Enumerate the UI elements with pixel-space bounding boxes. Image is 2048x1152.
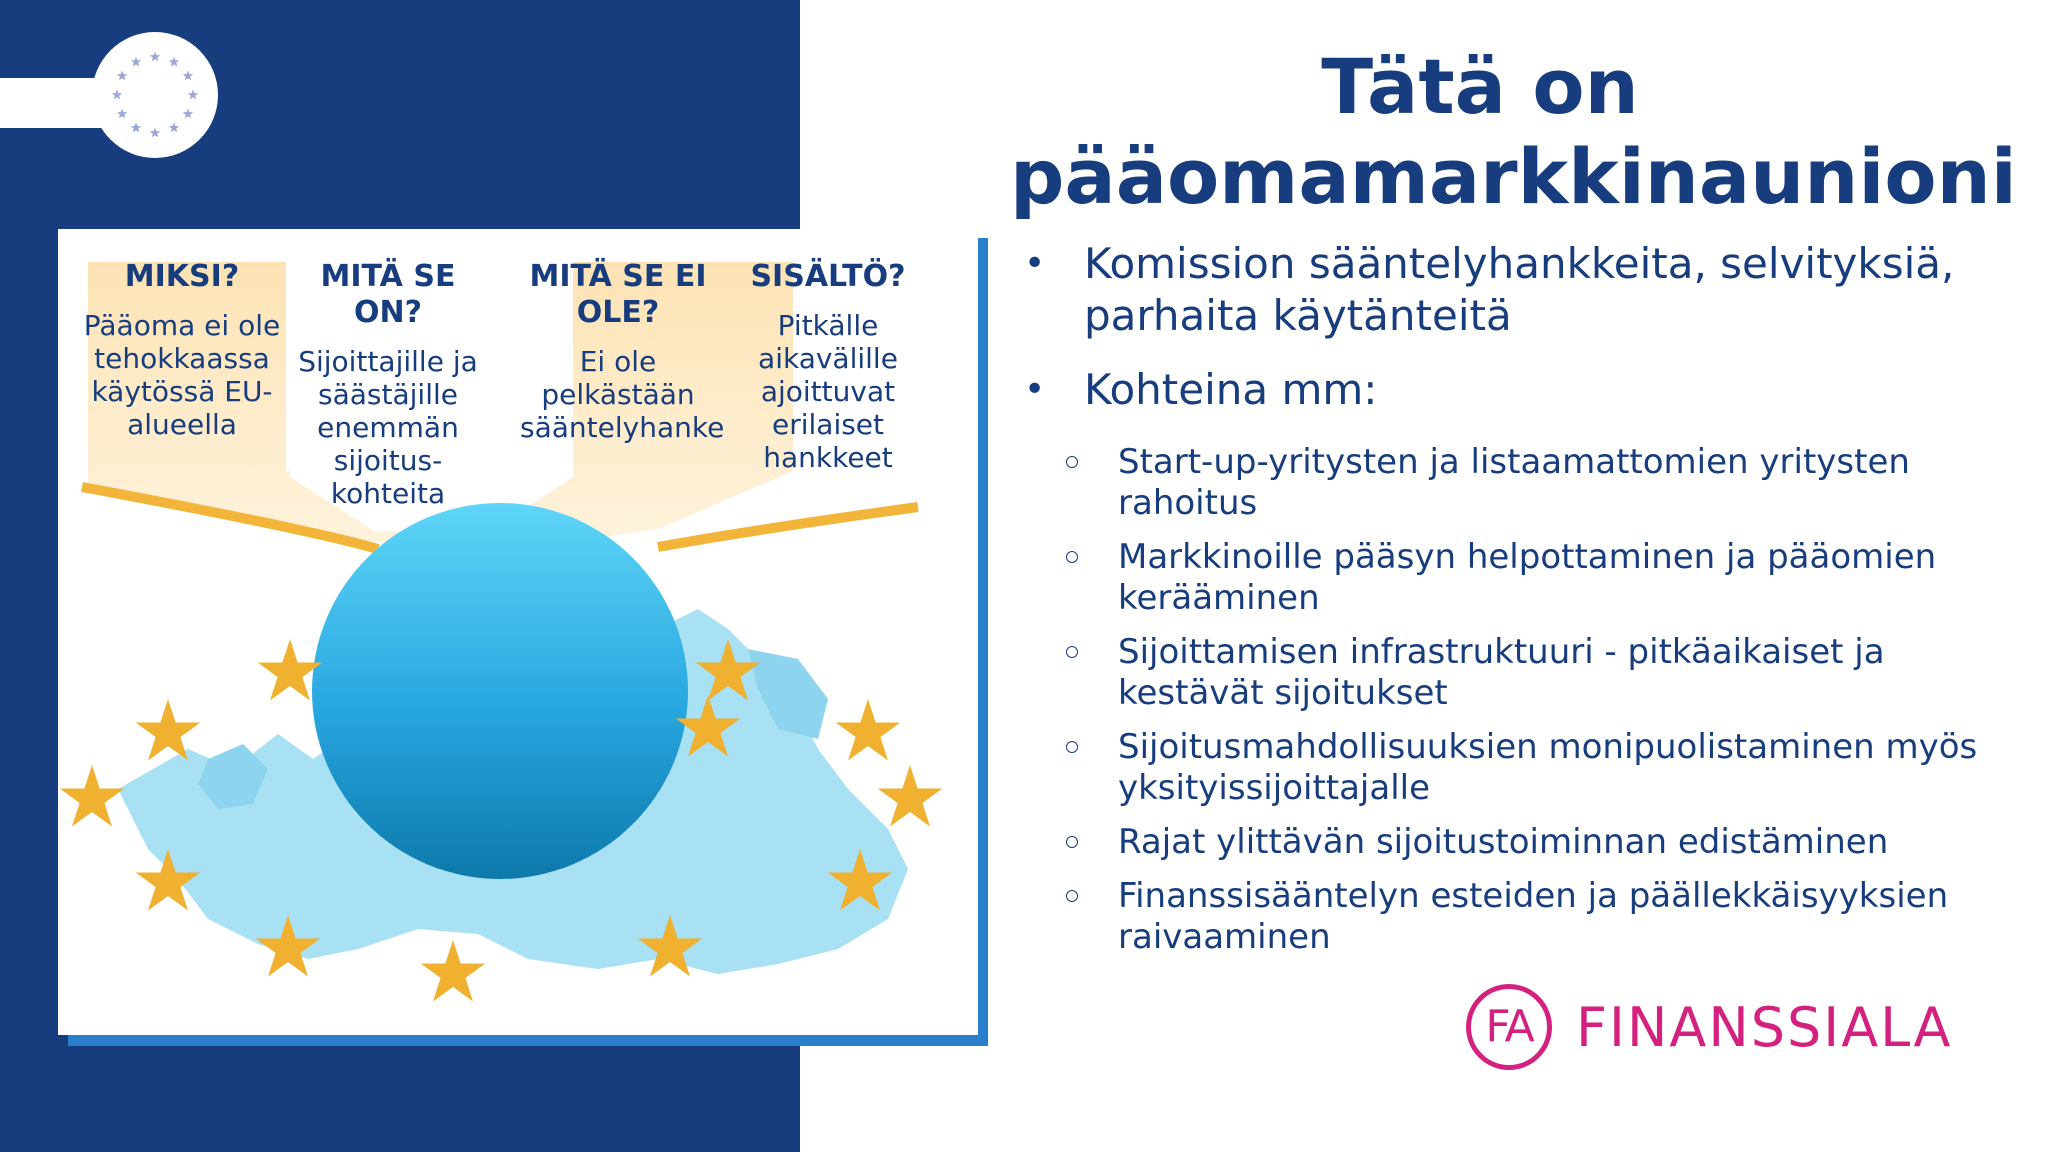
fa-logo-icon — [1466, 984, 1552, 1070]
eu-star-icon — [117, 71, 127, 81]
circle-bullet-icon — [1066, 836, 1078, 848]
list-item — [1066, 442, 1986, 524]
bullet-text: Kohteina mm: — [1084, 365, 1378, 414]
logo-text: FINANSSIALA — [1576, 996, 1953, 1059]
list-item — [1020, 364, 1980, 416]
list-item — [1066, 537, 1986, 619]
list-item — [1066, 822, 1986, 863]
column-miksi — [82, 259, 282, 441]
list-item — [1020, 238, 1980, 342]
eu-star-icon — [117, 109, 127, 119]
sub-bullet-text: Markkinoille pääsyn helpottaminen ja pääomien kerääminen — [1118, 537, 1937, 618]
sub-bullet-text: Start-up-yritysten ja listaamattomien yritysten rahoitus — [1118, 442, 1910, 523]
column-body: Sijoittajille ja säästäjille enemmän sijoitus-kohteita — [298, 345, 478, 510]
eu-star-icon — [169, 57, 179, 67]
sub-bullet-text: Finanssisääntelyn esteiden ja päällekkäisyyksien raivaaminen — [1118, 876, 1949, 957]
column-title: MITÄ SE ON? — [320, 259, 456, 330]
sub-bullet-text: Sijoittamisen infrastruktuuri - pitkäaikaiset ja kestävät sijoitukset — [1118, 632, 1885, 713]
column-body: Ei ole pelkästään sääntelyhanke — [520, 345, 725, 444]
star-icon — [60, 765, 125, 827]
list-item — [1066, 632, 1986, 714]
list-item — [1066, 876, 1986, 958]
column-body: Pääoma ei ole tehokkaassa käytössä EU-alueella — [83, 309, 281, 441]
bullet-icon: • — [1024, 243, 1046, 284]
sub-bullet-list — [1066, 442, 1986, 971]
column-title: MITÄ SE EI OLE? — [529, 259, 707, 330]
column-title: SISÄLTÖ? — [750, 259, 906, 294]
column-sisalto — [733, 259, 923, 474]
sub-bullet-text: Rajat ylittävän sijoitustoiminnan edistäminen — [1118, 822, 1889, 862]
eu-star-icon — [188, 90, 198, 100]
eu-star-icon — [169, 122, 179, 132]
eu-stars-icon — [92, 32, 218, 158]
eu-star-icon — [112, 90, 122, 100]
circle-bullet-icon — [1066, 551, 1078, 563]
logo-mark-text: FA — [1485, 1001, 1533, 1052]
eu-star-icon — [150, 52, 160, 62]
circle-bullet-icon — [1066, 741, 1078, 753]
column-body: Pitkälle aikavälille ajoittuvat erilaiset hankkeet — [758, 309, 898, 474]
finanssiala-logo — [1466, 984, 1986, 1080]
star-icon — [836, 699, 901, 761]
eu-star-icon — [131, 57, 141, 67]
circle-bullet-icon — [1066, 456, 1078, 468]
circle-bullet-icon — [1066, 890, 1078, 902]
eu-star-icon — [183, 109, 193, 119]
eu-star-icon — [150, 128, 160, 138]
bullet-text: Komission sääntelyhankkeita, selvityksiä, parhaita käytänteitä — [1084, 239, 1955, 340]
page-title: Tätä on pääomamarkkinaunioni — [1010, 42, 2017, 221]
infographic — [58, 229, 978, 1035]
circle-bullet-icon — [1066, 646, 1078, 658]
column-title: MIKSI? — [124, 259, 240, 294]
sub-bullet-text: Sijoitusmahdollisuuksien monipuolistaminen myös yksityissijoittajalle — [1118, 727, 1978, 808]
column-mita-se-ei-ole — [520, 259, 725, 444]
star-icon — [878, 765, 943, 827]
eu-star-icon — [131, 122, 141, 132]
list-item — [1066, 727, 1986, 809]
eu-star-icon — [183, 71, 193, 81]
main-bullet-list — [1020, 238, 1980, 438]
column-mita-se-on — [290, 259, 486, 510]
star-icon — [421, 940, 486, 1002]
sphere — [312, 503, 688, 879]
bullet-icon: • — [1024, 369, 1046, 410]
